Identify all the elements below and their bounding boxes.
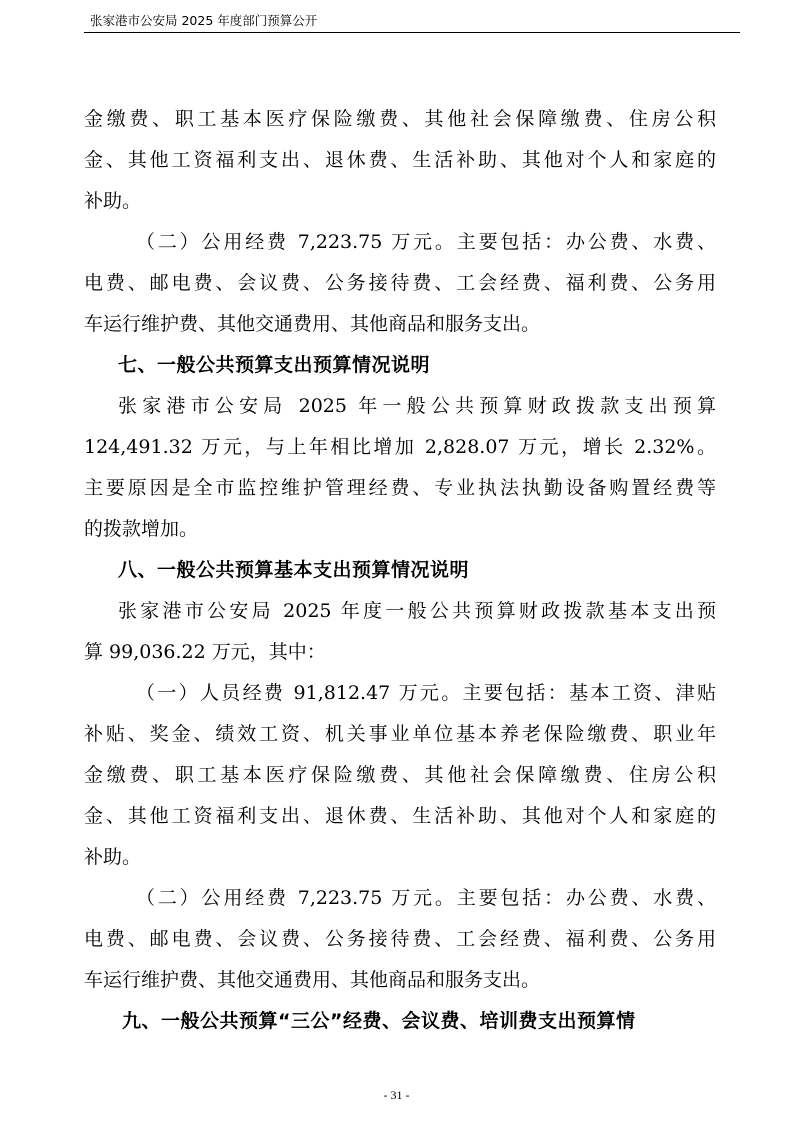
body-line: 金缴费、职工基本医疗保险缴费、其他社会保障缴费、住房公积 [84,764,716,786]
body-line: 车运行维护费、其他交通费用、其他商品和服务支出。 [84,969,541,991]
body-line: 电费、邮电费、会议费、公务接待费、工会经费、福利费、公务用 [84,272,716,294]
body-line: 金、其他工资福利支出、退休费、生活补助、其他对个人和家庭的 [84,805,716,827]
body-line: （二）公用经费 7,223.75 万元。主要包括：办公费、水费、 [136,887,716,909]
body-line: 补助。 [84,190,142,212]
document-body [84,99,716,1042]
body-line: 的拨款增加。 [84,518,199,540]
body-line: 补贴、奖金、绩效工资、机关事业单位基本养老保险缴费、职业年 [84,723,716,745]
body-line: （一）人员经费 91,812.47 万元。主要包括：基本工资、津贴 [136,682,716,704]
body-line: 张家港市公安局 2025 年度一般公共预算财政拨款基本支出预 [118,600,716,622]
header-divider [84,32,740,33]
body-line: 金缴费、职工基本医疗保险缴费、其他社会保障缴费、住房公积 [84,108,716,130]
section-heading-8: 八、一般公共预算基本支出预算情况说明 [118,559,470,581]
body-line: 主要原因是全市监控维护管理经费、专业执法执勤设备购置经费等 [84,477,716,499]
section-heading-7: 七、一般公共预算支出预算情况说明 [118,354,431,376]
running-header-title: 张家港市公安局 2025 年度部门预算公开 [90,13,318,28]
page-number: - 31 - [383,1088,410,1102]
body-line: 补助。 [84,846,142,868]
body-line: 124,491.32 万元，与上年相比增加 2,828.07 万元，增长 2.32%。 [84,436,716,458]
body-line: 金、其他工资福利支出、退休费、生活补助、其他对个人和家庭的 [84,149,716,171]
body-line: （二）公用经费 7,223.75 万元。主要包括：办公费、水费、 [136,231,716,253]
body-line: 电费、邮电费、会议费、公务接待费、工会经费、福利费、公务用 [84,928,716,950]
body-line: 张家港市公安局 2025 年一般公共预算财政拨款支出预算 [118,395,716,417]
body-line: 算 99,036.22 万元，其中： [84,641,326,663]
section-heading-9: 九、一般公共预算“三公”经费、会议费、培训费支出预算情 [122,1010,636,1032]
body-line: 车运行维护费、其他交通费用、其他商品和服务支出。 [84,313,541,335]
